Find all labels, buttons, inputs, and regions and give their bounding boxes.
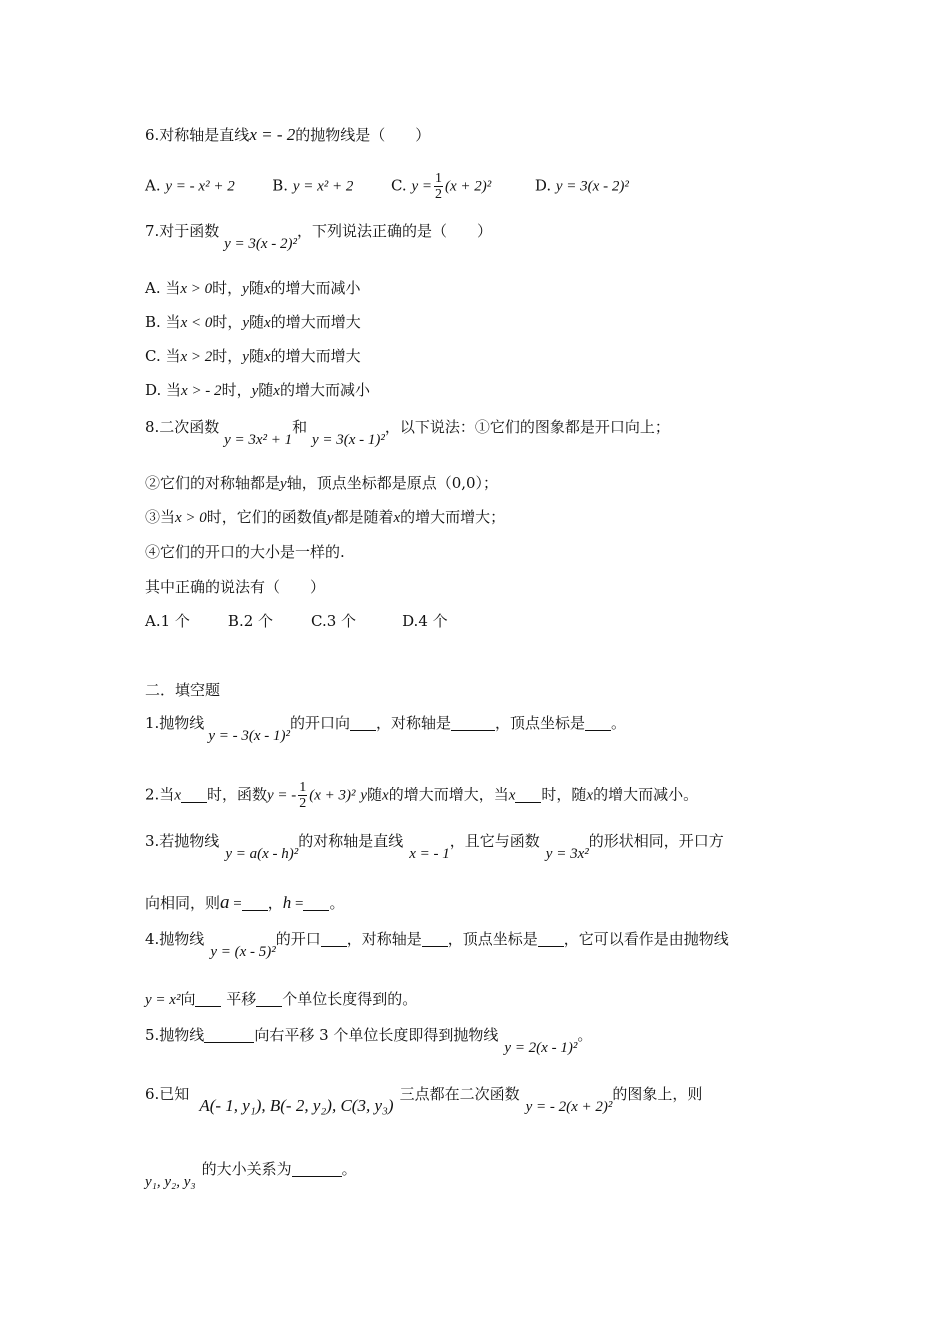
f5-blank-parabola[interactable]	[204, 1027, 254, 1043]
f4-line-2: y = x²向 平移 个单位长度得到的。	[145, 990, 418, 1008]
f1-blank-axis[interactable]	[451, 715, 495, 731]
f1-line: 1.抛物线y = - 3(x - 1)²的开口向 ，对称轴是 ，顶点坐标是 。	[145, 714, 627, 744]
q8-option-d: D.4 个	[402, 612, 448, 630]
f4-blank-vertex[interactable]	[538, 931, 564, 947]
q6-option-c-lead: y =	[411, 178, 432, 195]
q8-function-1: y = 3x² + 1	[224, 432, 293, 448]
q6-option-c-fraction: $\frac{1}{2}$	[435, 171, 442, 202]
f4-function: y = (x - 5)²	[210, 944, 276, 960]
q7-stem-text: 7.对于函数	[145, 222, 220, 240]
f2-blank-2[interactable]	[515, 787, 541, 803]
q7-option-d: D. 当x > - 2时，y随x的增大而减小	[145, 381, 370, 399]
f1-blank-direction[interactable]	[350, 715, 376, 731]
q8-option-b: B.2 个	[227, 612, 274, 630]
q6-option-c-label: C.	[390, 176, 407, 195]
q7-stem-tail: ，下列说法正确的是（ ）	[297, 222, 493, 240]
f4-blank-units[interactable]	[256, 991, 282, 1007]
q8-option-a: A.1 个	[145, 612, 190, 630]
q8-options	[145, 610, 448, 632]
f3-axis-equation: x = - 1	[409, 846, 450, 862]
f4-blank-direction[interactable]	[195, 991, 221, 1007]
q6-axis-equation: x = - 2	[249, 125, 296, 144]
f6-function: y = - 2(x + 2)²	[525, 1099, 613, 1115]
q8-stem-text: 8.二次函数	[145, 418, 220, 436]
q8-statement-3: ③当x > 0时，它们的函数值y都是随着x的增大而增大；	[145, 508, 506, 526]
f1-blank-vertex[interactable]	[585, 715, 611, 731]
f5-line: 5.抛物线 向右平移 3 个单位长度即得到抛物线y = 2(x - 1)²。	[145, 1026, 593, 1056]
f3-line-2: 向相同，则a = ，h = 。	[145, 892, 345, 913]
q7-option-b: B. 当x < 0时，y随x的增大而增大	[145, 313, 361, 331]
f3-line-1: 3.若抛物线y = a(x - h)²的对称轴是直线x = - 1，且它与函数y = 3x²的形状相同，开口方	[145, 832, 724, 862]
q6-option-c-tail: (x + 2)²	[445, 178, 492, 195]
f2-function-tail: (x + 3)²	[309, 787, 356, 804]
q8-function-2: y = 3(x - 1)²	[311, 432, 385, 448]
q8-and: 和	[292, 418, 308, 436]
f3-reference-function: y = 3x²	[545, 846, 589, 862]
q6-stem-tail: 的抛物线是（ ）	[295, 126, 431, 144]
f4-blank-axis[interactable]	[422, 931, 448, 947]
f4-line-1: 4.抛物线y = (x - 5)²的开口 ，对称轴是 ，顶点坐标是 ，它可以看作是由抛物线	[145, 930, 729, 960]
q8-statement-4: ④它们的开口的大小是一样的.	[145, 543, 345, 561]
q6-option-d: y = 3(x - 2)²	[555, 178, 629, 195]
q7-stem	[145, 220, 493, 252]
q6-option-a: y = - x² + 2	[165, 178, 235, 195]
f3-function: y = a(x - h)²	[225, 846, 299, 862]
f6-line-2: y₁, y₂, y₃的大小关系为 。	[145, 1160, 357, 1190]
f2-line: 2.当x 时，函数y = - $\frac{1}{2}$ (x + 3)² y随x的增大而增大，当x 时，随x的增大而减小。	[145, 780, 699, 811]
f1-function: y = - 3(x - 1)²	[208, 728, 290, 744]
q7-function: y = 3(x - 2)²	[224, 236, 298, 252]
f2-fraction: $\frac{1}{2}$	[299, 780, 307, 811]
q8-option-c: C.3 个	[311, 612, 357, 630]
q8-ask: 其中正确的说法有（ ）	[145, 578, 326, 596]
q6-option-d-label: D.	[534, 176, 552, 195]
f6-line-1: 6.已知A(- 1, y₁), B(- 2, y₂), C(3, y₃)三点都在二次函数y = - 2(x + 2)²的图象上，则	[145, 1085, 703, 1115]
f3-blank-a[interactable]	[242, 895, 268, 911]
q8-statement-1: ，以下说法：①它们的图象都是开口向上；	[384, 418, 670, 436]
f5-function: y = 2(x - 1)²	[504, 1040, 578, 1056]
q8-statement-2: ②它们的对称轴都是y轴，顶点坐标都是原点（0,0）；	[145, 474, 499, 492]
f4-base-function: y = x²	[145, 992, 181, 1008]
q8-stem	[145, 416, 670, 448]
q7-option-a: A. 当x > 0时，y随x的增大而减小	[145, 279, 361, 297]
f6-values: y₁, y₂, y₃	[145, 1174, 196, 1190]
f2-function-lead: y = -	[267, 787, 297, 804]
f2-blank-1[interactable]	[181, 787, 207, 803]
q6-options	[145, 171, 629, 202]
f6-points: A(- 1, y₁), B(- 2, y₂), C(3, y₃)	[199, 1096, 394, 1115]
q6-option-b: y = x² + 2	[292, 178, 354, 195]
q6-option-b-label: B.	[272, 176, 289, 195]
f6-blank-relation[interactable]	[292, 1161, 342, 1177]
q7-option-c: C. 当x > 2时，y随x的增大而增大	[145, 347, 361, 365]
f3-blank-h[interactable]	[303, 895, 329, 911]
q6-stem	[145, 124, 430, 146]
q6-stem-text: 6.对称轴是直线	[145, 126, 250, 144]
section-title-fill-in: 二．填空题	[145, 681, 221, 699]
q6-option-a-label: A.	[145, 176, 161, 195]
f4-blank-opening[interactable]	[321, 931, 347, 947]
